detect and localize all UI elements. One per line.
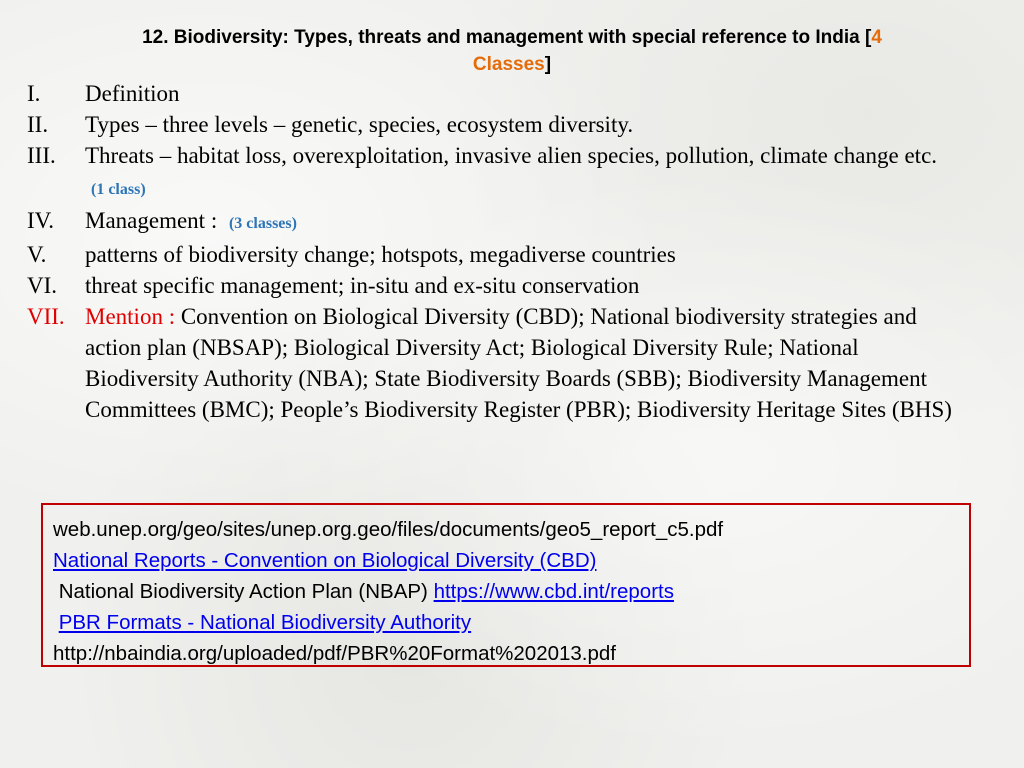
outline-number: VII. bbox=[27, 304, 65, 329]
title-text: 12. Biodiversity: Types, threats and management with special reference to India [ bbox=[142, 27, 872, 48]
outline-number: IV. bbox=[27, 208, 55, 233]
outline-number: II. bbox=[27, 112, 49, 137]
reference-line bbox=[53, 514, 959, 545]
outline-text: Convention on Biological Diversity (CBD); National biodiversity strategies and action plan (NBSAP); Biological Diversity Act; Biological Diversity Rule; National Biodiversity Authority (NBA); State Biodiversity Boards (SBB); Biodiversity Management Committees (BMC); People’s Biodiversity Register (PBR); Biodiversity Heritage Sites (BHS) bbox=[85, 304, 952, 422]
outline-text: threat specific management; in-situ and ex-situ conservation bbox=[85, 273, 640, 298]
cbd-reports-link[interactable]: https://www.cbd.int/reports bbox=[433, 580, 674, 603]
outline-number: I. bbox=[27, 81, 41, 106]
reference-line bbox=[53, 607, 959, 638]
outline-item bbox=[27, 109, 957, 140]
title-close-bracket: ] bbox=[544, 54, 552, 75]
outline-text: Types – three levels – genetic, species, ecosystem diversity. bbox=[85, 112, 634, 137]
outline-number: V. bbox=[27, 242, 47, 267]
outline-item bbox=[27, 239, 957, 270]
cbd-national-reports-link[interactable]: National Reports - Convention on Biological Diversity (CBD) bbox=[53, 549, 597, 572]
pbr-pdf-url-text: http://nbaindia.org/uploaded/pdf/PBR%20Format%202013.pdf bbox=[53, 642, 616, 665]
mention-prefix: Mention : bbox=[85, 304, 176, 329]
title-classes-count: 4 bbox=[871, 27, 882, 48]
reference-line bbox=[53, 576, 959, 607]
title-classes-word: Classes bbox=[472, 54, 545, 75]
outline-item bbox=[27, 140, 957, 205]
outline-text: patterns of biodiversity change; hotspots, megadiverse countries bbox=[85, 242, 676, 267]
class-count-note: (1 class) bbox=[91, 181, 146, 198]
outline-text: Definition bbox=[85, 81, 180, 106]
outline-number: VI. bbox=[27, 273, 58, 298]
reference-line bbox=[53, 545, 959, 576]
outline-item bbox=[27, 270, 957, 301]
outline-text: Threats – habitat loss, overexploitation, invasive alien species, pollution, climate change etc. bbox=[85, 143, 938, 168]
references-box bbox=[41, 503, 971, 667]
reference-url-text: web.unep.org/geo/sites/unep.org.geo/files/documents/geo5_report_c5.pdf bbox=[53, 518, 724, 541]
class-count-note: (3 classes) bbox=[228, 215, 297, 232]
pbr-formats-link[interactable]: PBR Formats - National Biodiversity Authority bbox=[58, 611, 472, 634]
topic-outline bbox=[27, 78, 957, 425]
outline-number: III. bbox=[27, 143, 56, 168]
outline-item bbox=[27, 205, 957, 239]
outline-item bbox=[27, 301, 957, 425]
nbap-label: National Biodiversity Action Plan (NBAP) bbox=[58, 580, 428, 603]
outline-item bbox=[27, 78, 957, 109]
outline-text: Management : bbox=[85, 208, 218, 233]
slide-title bbox=[40, 24, 984, 78]
reference-line bbox=[53, 638, 959, 669]
